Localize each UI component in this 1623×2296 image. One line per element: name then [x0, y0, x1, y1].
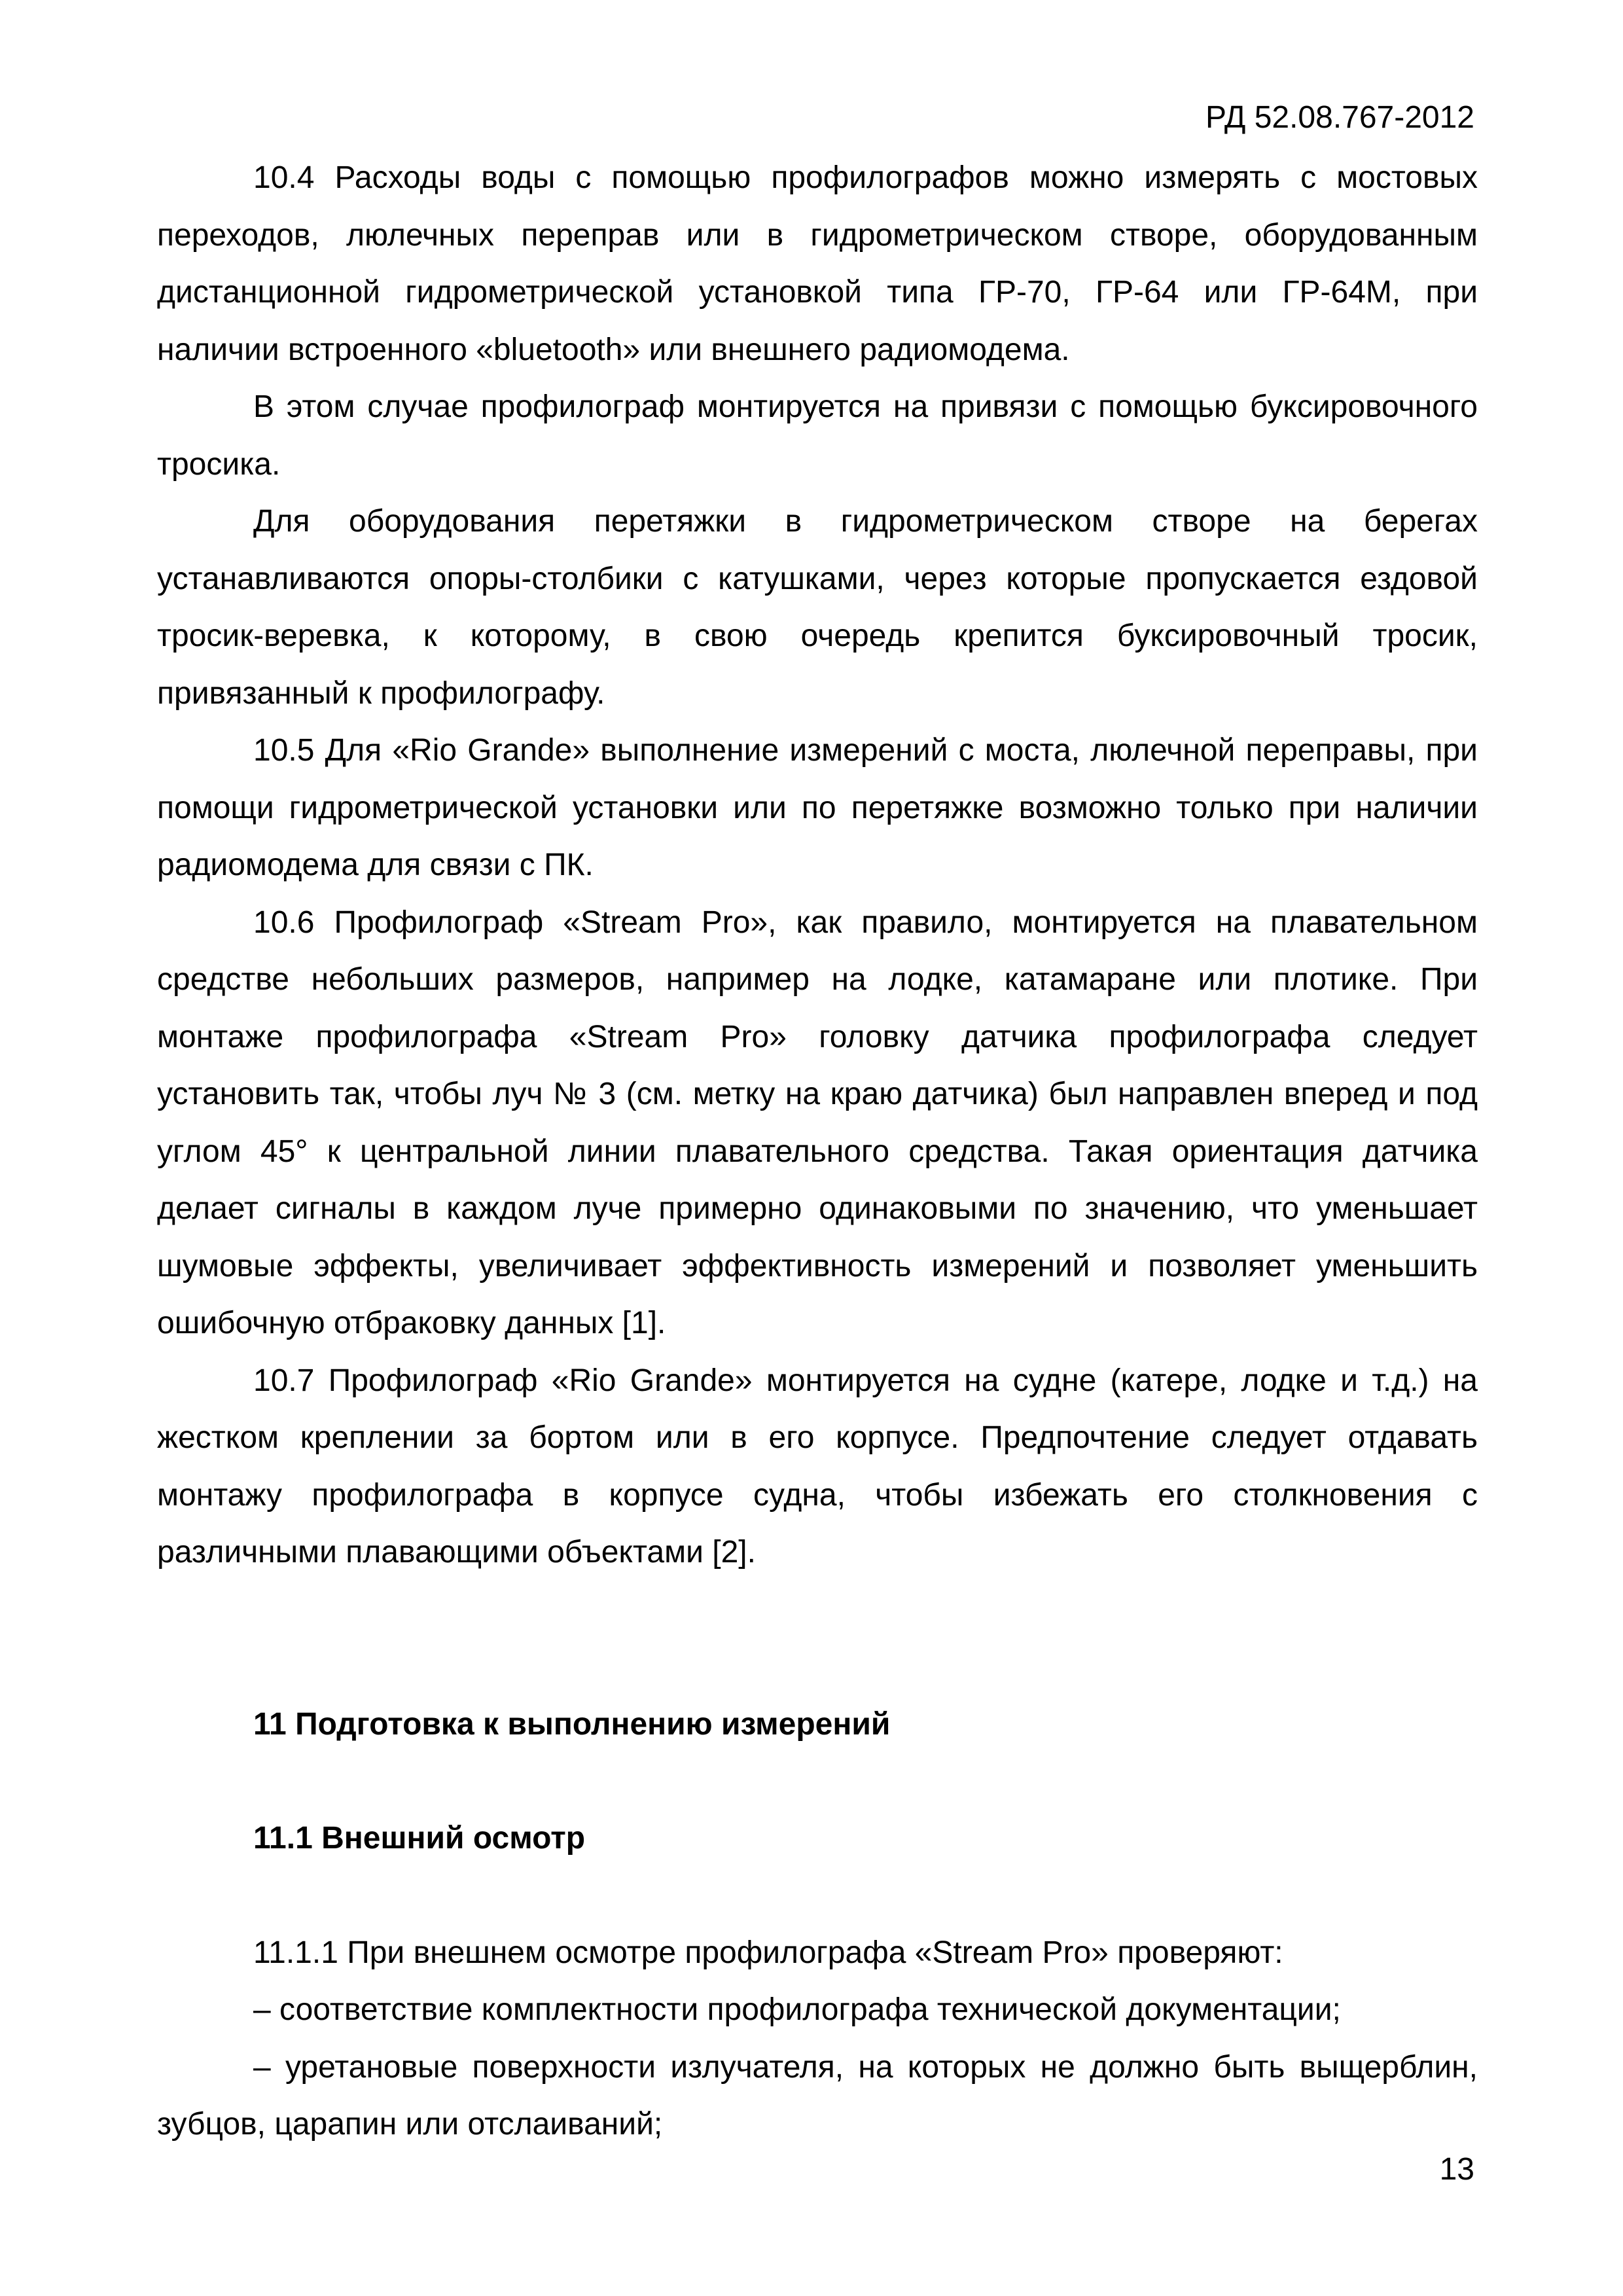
- document-body: [157, 149, 1478, 2153]
- paragraph-cable-crossing: Для оборудования перетяжки в гидрометрическом створе на берегах устанавливаются опоры-столбики с катушками, через которые пропускается ездовой тросик-веревка, к которому, в свою очередь крепится буксировочный тросик, привязанный к профилографу.: [157, 504, 1478, 711]
- list-item-urethane-surfaces: – уретановые поверхности излучателя, на которых не должно быть выщерблин, зубцов, царапин или отслаиваний;: [157, 2049, 1478, 2142]
- subsection-heading-11-1: 11.1 Внешний осмотр: [253, 1821, 586, 1856]
- paragraph-10-5: 10.5 Для «Rio Grande» выполнение измерений с моста, люлечной переправы, при помощи гидрометрической установки или по перетяжке возможно только при наличии радиомодема для связи с ПК.: [157, 733, 1478, 882]
- paragraph-10-7: 10.7 Профилограф «Rio Grande» монтируется на судне (катере, лодке и т.д.) на жестком креплении за бортом или в его корпусе. Предпочтение следует отдавать монтажу профилографа в корпусе судна, чтобы избежать его столкновения с различными плавающими объектами [2].: [157, 1363, 1478, 1570]
- document-code: РД 52.08.767-2012: [1205, 100, 1474, 135]
- paragraph-10-4: 10.4 Расходы воды с помощью профилографов можно измерять с мостовых переходов, люлечных переправ или в гидрометрическом створе, оборудованным дистанционной гидрометрической установкой типа ГР-70, ГР-64 или ГР-64М, при наличии встроенного «bluetooth» или внешнего радиомодема.: [157, 160, 1478, 367]
- paragraph-10-6: 10.6 Профилограф «Stream Pro», как правило, монтируется на плавательном средстве небольших размеров, например на лодке, катамаране или плотике. При монтаже профилографа «Stream Pro» головку датчика профилографа следует установить так, чтобы луч № 3 (см. метку на краю датчика) был направлен вперед и под углом 45° к центральной линии плавательного средства. Такая ориентация датчика делает сигналы в каждом луче примерно одинаковыми по значению, что уменьшает шумовые эффекты, увеличивает эффективность измерений и позволяет уменьшить ошибочную отбраковку данных [1].: [157, 905, 1478, 1340]
- list-item-completeness: – соответствие комплектности профилографа технической документации;: [253, 1992, 1341, 2027]
- paragraph-11-1-1: 11.1.1 При внешнем осмотре профилографа «Stream Pro» проверяют:: [253, 1935, 1283, 1970]
- section-heading-11: 11 Подготовка к выполнению измерений: [253, 1706, 891, 1742]
- page-number: 13: [1439, 2152, 1474, 2187]
- paragraph-towing: В этом случае профилограф монтируется на привязи с помощью буксировочного тросика.: [157, 389, 1478, 482]
